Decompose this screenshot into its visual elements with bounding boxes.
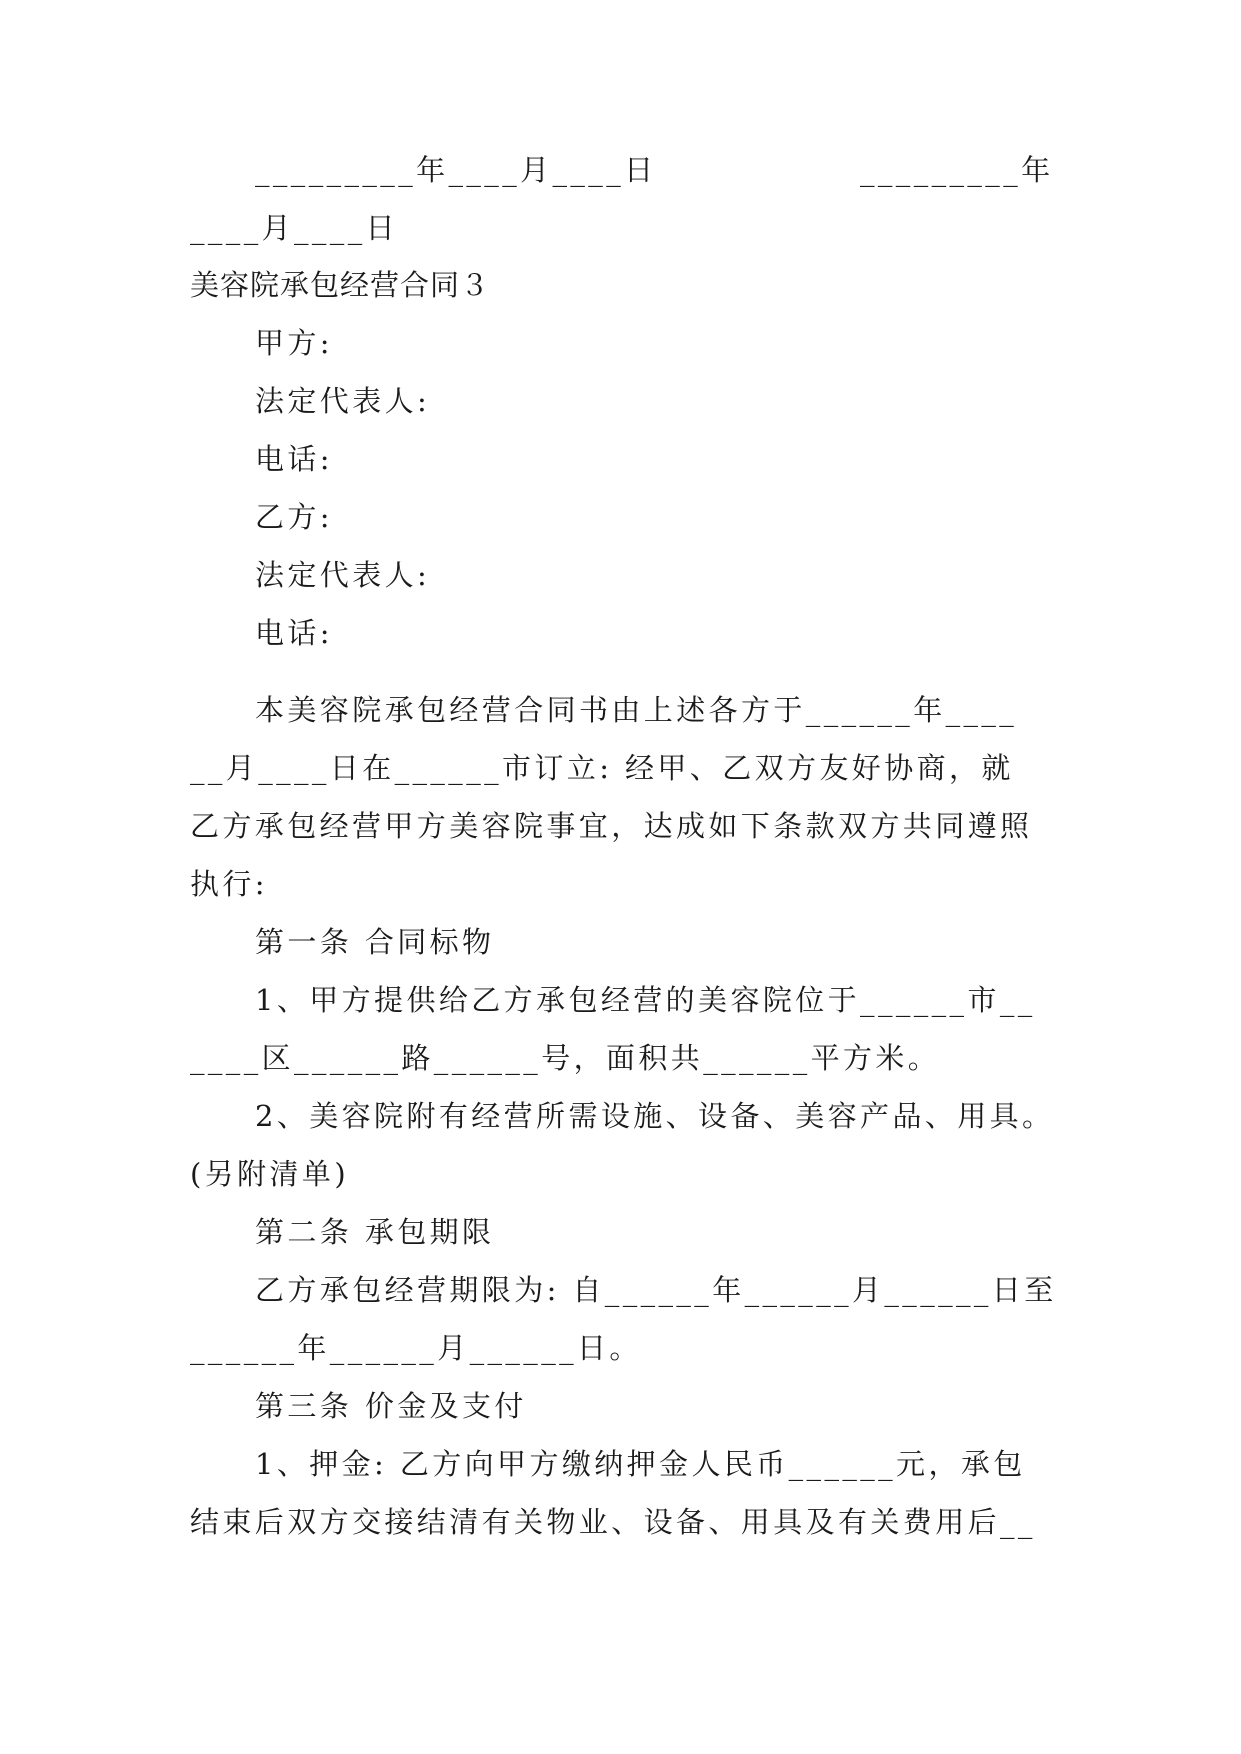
article-1-item-1-line-1: 1、甲方提供给乙方承包经营的美容院位于______市__ bbox=[255, 983, 1036, 1017]
party-a-representative-label: 法定代表人: bbox=[255, 384, 431, 418]
date-row-right: _________年 bbox=[860, 153, 1054, 187]
date-row-left: _________年____月____日 bbox=[255, 153, 657, 187]
document-title: 美容院承包经营合同３ bbox=[190, 268, 491, 302]
article-1-item-1-line-2: ____区______路______号，面积共______平方米。 bbox=[190, 1041, 941, 1075]
date-row-cont: ____月____日 bbox=[190, 211, 399, 245]
preamble-line-3: 乙方承包经营甲方美容院事宜，达成如下条款双方共同遵照 bbox=[190, 809, 1033, 843]
article-3-item-1-line-2: 结束后双方交接结清有关物业、设备、用具及有关费用后__ bbox=[190, 1505, 1036, 1539]
party-b-label: 乙方: bbox=[255, 500, 333, 534]
article-2-heading: 第二条 承包期限 bbox=[255, 1215, 495, 1249]
article-1-item-2-line-2: (另附清单) bbox=[190, 1157, 350, 1191]
party-b-representative-label: 法定代表人: bbox=[255, 558, 431, 592]
article-1-heading: 第一条 合同标物 bbox=[255, 925, 495, 959]
party-a-label: 甲方: bbox=[255, 326, 333, 360]
article-2-text-line-1: 乙方承包经营期限为: 自______年______月______日至 bbox=[255, 1273, 1057, 1307]
article-3-item-1-line-1: 1、押金: 乙方向甲方缴纳押金人民币______元，承包 bbox=[255, 1447, 1026, 1481]
preamble-line-1: 本美容院承包经营合同书由上述各方于______年____ bbox=[255, 693, 1018, 727]
article-2-text-line-2: ______年______月______日。 bbox=[190, 1331, 642, 1365]
preamble-line-2: __月____日在______市订立: 经甲、乙双方友好协商，就 bbox=[190, 751, 1014, 785]
article-1-item-2-line-1: 2、美容院附有经营所需设施、设备、美容产品、用具。 bbox=[255, 1099, 1055, 1133]
party-b-phone-label: 电话: bbox=[255, 616, 333, 650]
article-3-heading: 第三条 价金及支付 bbox=[255, 1389, 527, 1423]
preamble-line-4: 执行: bbox=[190, 867, 268, 901]
party-a-phone-label: 电话: bbox=[255, 442, 333, 476]
